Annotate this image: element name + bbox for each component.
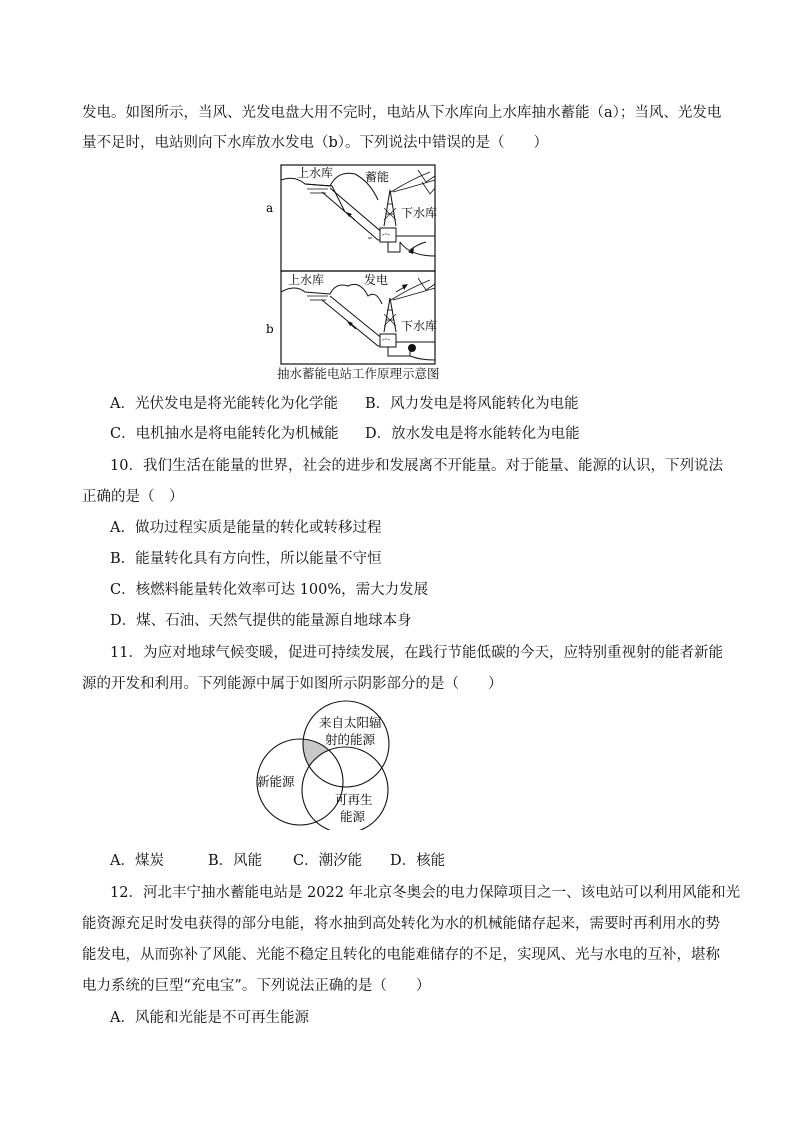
q9-option-c[interactable]: C．电机抽水是将电能转化为机械能	[110, 426, 339, 442]
q9-option-d[interactable]: D．放水发电是将水能转化为电能	[365, 426, 580, 442]
pumped-storage-figure	[260, 160, 460, 370]
q10-option-d[interactable]: D．煤、石油、天然气提供的能量源自地球本身	[110, 613, 412, 629]
q9-text-line2: 量不足时，电站则向下水库放水发电（b）。下列说法中错误的是（ ）	[82, 135, 549, 151]
label-upper-reservoir-b: 上水库	[288, 273, 325, 287]
figure-label-a: a	[266, 201, 274, 215]
q9-option-b[interactable]: B．风力发电是将风能转化为电能	[365, 396, 579, 412]
venn-label-solar-2: 射的能源	[325, 732, 376, 747]
venn-label-renewable-2: 能源	[340, 809, 366, 824]
label-generate: 发电	[364, 273, 389, 287]
label-lower-reservoir-a: 下水库	[401, 206, 438, 220]
q10-option-b[interactable]: B．能量转化具有方向性，所以能量不守恒	[110, 551, 382, 567]
label-upper-reservoir-a: 上水库	[297, 166, 334, 180]
q12-text-line3: 能发电，从而弥补了风能、光能不稳定且转化的电能难储存的不足，实现风、光与水电的互补，堪称	[82, 947, 720, 963]
q9-option-a[interactable]: A．光伏发电是将光能转化为化学能	[110, 396, 338, 412]
svg-text:宀: 宀	[382, 232, 390, 241]
venn-diagram	[245, 700, 395, 830]
q9-text-line1: 发电。如图所示，当风、光发电盘大用不完时，电站从下水库向上水库抽水蓄能（a）；当风、光发电	[82, 105, 722, 121]
panel-b-diagram	[281, 272, 437, 360]
q10-text-line2: 正确的是（ ）	[82, 489, 184, 505]
figure-label-b: b	[266, 322, 274, 336]
q12-text-line2: 能资源充足时发电获得的部分电能，将水抽到高处转化为水的机械能储存起来，需要时再利用水的势	[82, 916, 720, 932]
q12-option-a[interactable]: A．风能和光能是不可再生能源	[110, 1010, 309, 1026]
venn-label-renewable-1: 可再生	[335, 792, 373, 807]
label-lower-reservoir-b: 下水库	[401, 319, 438, 333]
q12-text-line4: 电力系统的巨型“充电宝”。下列说法正确的是（ ）	[82, 978, 431, 994]
q10-text-line1: 10．我们生活在能量的世界，社会的进步和发展离不开能量。对于能量、能源的认识，下列说法	[110, 458, 723, 474]
venn-label-new-energy: 新能源	[257, 774, 295, 789]
svg-text:宀: 宀	[382, 337, 390, 346]
label-storage: 蓄能	[365, 170, 390, 184]
q12-text-line1: 12．河北丰宁抽水蓄能电站是 2022 年北京冬奥会的电力保障项目之一、该电站可以利用风能和光	[110, 885, 741, 901]
q11-option-d[interactable]: D．核能	[390, 853, 446, 869]
q10-option-a[interactable]: A．做功过程实质是能量的转化或转移过程	[110, 520, 382, 536]
q11-option-b[interactable]: B．风能	[208, 853, 263, 869]
panel-a-diagram	[281, 165, 437, 256]
q10-option-c[interactable]: C．核燃料能量转化效率可达 100%，需大力发展	[110, 582, 429, 598]
q11-text-line1: 11．为应对地球气候变暖，促进可持续发展，在践行节能低碳的今天，应特别重视射的能者新能	[110, 645, 723, 661]
venn-label-solar-1: 来自太阳辐	[319, 715, 382, 730]
q11-option-a[interactable]: A．煤炭	[110, 853, 164, 869]
q11-option-c[interactable]: C．潮汐能	[293, 853, 363, 869]
q11-text-line2: 源的开发和利用。下列能源中属于如图所示阴影部分的是（ ）	[82, 676, 503, 692]
figure-caption: 抽水蓄能电站工作原理示意图	[277, 366, 440, 381]
